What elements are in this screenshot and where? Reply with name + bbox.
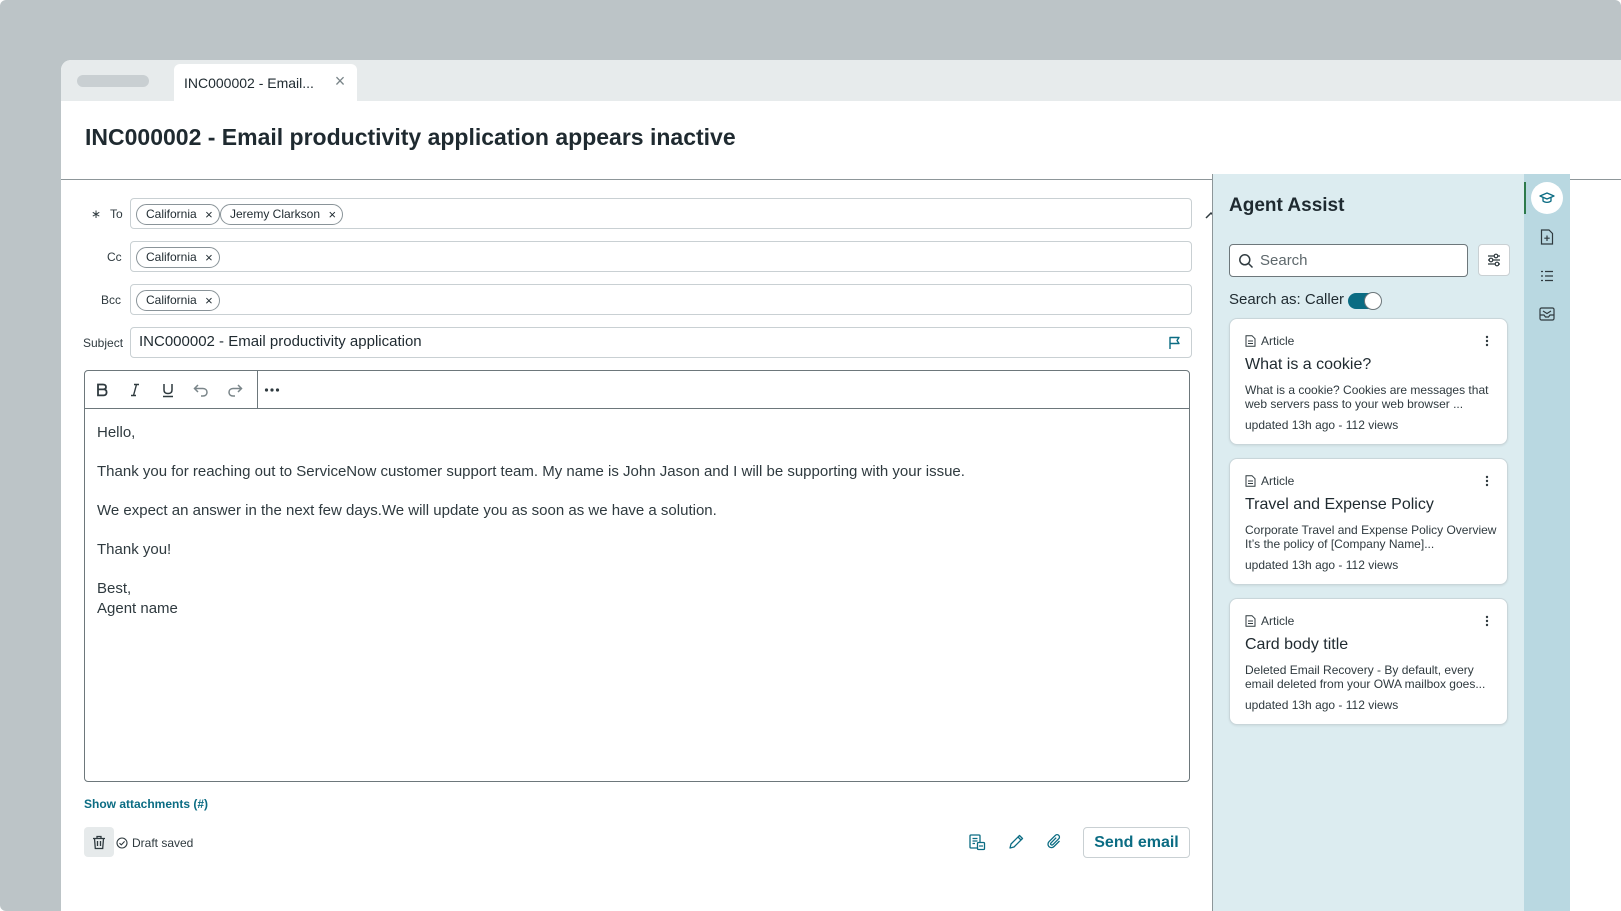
document-add-icon[interactable]	[1531, 221, 1563, 253]
body-greeting: Hello,	[97, 424, 136, 441]
card-title[interactable]: What is a cookie?	[1245, 356, 1372, 373]
subject-value: INC000002 - Email productivity application	[139, 333, 422, 350]
card-type-label: Article	[1261, 474, 1295, 488]
filter-sliders-icon	[1486, 252, 1502, 268]
remove-icon[interactable]: ×	[205, 293, 213, 308]
recipient-pill[interactable]	[136, 247, 220, 268]
recipient-name: California	[146, 250, 197, 264]
body-signature: Agent name	[97, 600, 178, 617]
body-paragraph: We expect an answer in the next few days.We will update you as soon as we have a solution.	[97, 502, 717, 519]
more-vertical-icon[interactable]	[1479, 613, 1495, 629]
tab-placeholder[interactable]	[77, 75, 149, 87]
card-type	[1245, 474, 1294, 488]
attachment-icon[interactable]	[1045, 832, 1065, 852]
filter-button[interactable]	[1478, 244, 1510, 276]
italic-icon[interactable]	[124, 379, 146, 401]
search-input[interactable]	[1260, 246, 1460, 275]
template-icon[interactable]	[967, 832, 987, 852]
cc-field[interactable]	[130, 241, 1192, 272]
bcc-field[interactable]	[130, 284, 1192, 315]
signature-pen-icon[interactable]	[1006, 832, 1026, 852]
tab-bar	[61, 60, 1621, 101]
remove-icon[interactable]: ×	[328, 207, 337, 222]
bold-icon[interactable]	[91, 379, 113, 401]
recipient-name: California	[146, 207, 197, 221]
bcc-label: Bcc	[101, 293, 122, 307]
check-circle-icon	[116, 837, 128, 849]
active-indicator	[1524, 182, 1526, 214]
article-card[interactable]	[1229, 598, 1508, 725]
search-field[interactable]	[1229, 244, 1468, 277]
app-window	[61, 60, 1621, 911]
recipient-name: California	[146, 293, 197, 307]
card-meta: updated 13h ago - 112 views	[1245, 558, 1399, 572]
cc-label: Cc	[107, 250, 122, 264]
document-icon	[1245, 615, 1256, 627]
document-icon	[1245, 475, 1256, 487]
tab-label: INC000002 - Email...	[184, 75, 314, 91]
underline-icon[interactable]	[157, 379, 179, 401]
card-meta: updated 13h ago - 112 views	[1245, 418, 1399, 432]
undo-icon[interactable]	[190, 379, 212, 401]
remove-icon[interactable]: ×	[205, 250, 213, 265]
card-type	[1245, 334, 1294, 348]
editor-toolbar	[85, 371, 1189, 409]
card-description: Corporate Travel and Expense Policy Overview It’s the policy of [Company Name]...	[1245, 523, 1497, 551]
email-editor[interactable]	[84, 370, 1190, 782]
required-indicator: ∗	[91, 207, 102, 221]
more-vertical-icon[interactable]	[1479, 473, 1495, 489]
to-field[interactable]	[130, 198, 1192, 229]
recipient-name: Jeremy Clarkson	[230, 207, 321, 221]
toggle-knob	[1364, 292, 1382, 310]
article-card[interactable]	[1229, 458, 1508, 585]
to-label: To	[110, 207, 123, 221]
article-card[interactable]	[1229, 318, 1508, 445]
agent-assist-title: Agent Assist	[1229, 195, 1345, 216]
card-description: What is a cookie? Cookies are messages that web servers pass to your web browser ...	[1245, 383, 1489, 411]
more-icon[interactable]	[261, 379, 283, 401]
card-meta: updated 13h ago - 112 views	[1245, 698, 1399, 712]
flag-icon[interactable]	[1167, 335, 1183, 351]
document-icon	[1245, 335, 1256, 347]
agent-assist-panel	[1212, 174, 1524, 911]
graduation-cap-icon[interactable]	[1531, 182, 1563, 214]
search-as-label: Search as: Caller	[1229, 291, 1345, 308]
card-title[interactable]: Card body title	[1245, 636, 1349, 653]
card-title[interactable]: Travel and Expense Policy	[1245, 496, 1434, 513]
redo-icon[interactable]	[224, 379, 246, 401]
card-type	[1245, 614, 1294, 628]
discard-draft-button[interactable]	[84, 827, 114, 857]
show-attachments-link[interactable]: Show attachments (#)	[84, 797, 209, 811]
more-vertical-icon[interactable]	[1479, 333, 1495, 349]
list-icon[interactable]	[1531, 260, 1563, 292]
send-email-button[interactable]: Send email	[1083, 827, 1190, 858]
card-type-label: Article	[1261, 614, 1295, 628]
card-description: Deleted Email Recovery - By default, every email deleted from your OWA mailbox goes...	[1245, 663, 1486, 691]
close-icon[interactable]: ×	[334, 71, 346, 91]
recipient-pill[interactable]	[136, 204, 220, 225]
body-thanks: Thank you!	[97, 541, 172, 558]
page-title: INC000002 - Email productivity application appears inactive	[85, 124, 736, 150]
recipient-pill[interactable]	[220, 204, 343, 225]
draft-status	[116, 836, 193, 850]
email-body[interactable]	[97, 423, 1177, 619]
tab-incident[interactable]	[174, 64, 357, 101]
body-paragraph: Thank you for reaching out to ServiceNow customer support team. My name is John Jason and I will be supporting with your issue.	[97, 463, 965, 480]
card-type-label: Article	[1261, 334, 1295, 348]
recipient-pill[interactable]	[136, 290, 220, 311]
toolbar-divider	[257, 371, 258, 408]
mail-inbox-icon[interactable]	[1531, 298, 1563, 330]
search-as-toggle[interactable]	[1348, 293, 1381, 309]
body-closing: Best,	[97, 580, 132, 597]
draft-status-text: Draft saved	[132, 836, 194, 850]
subject-label: Subject	[83, 336, 124, 350]
trash-icon	[92, 835, 106, 850]
remove-icon[interactable]: ×	[205, 207, 213, 222]
subject-field[interactable]	[130, 327, 1192, 358]
right-icon-rail	[1524, 174, 1570, 911]
search-icon	[1238, 253, 1254, 269]
